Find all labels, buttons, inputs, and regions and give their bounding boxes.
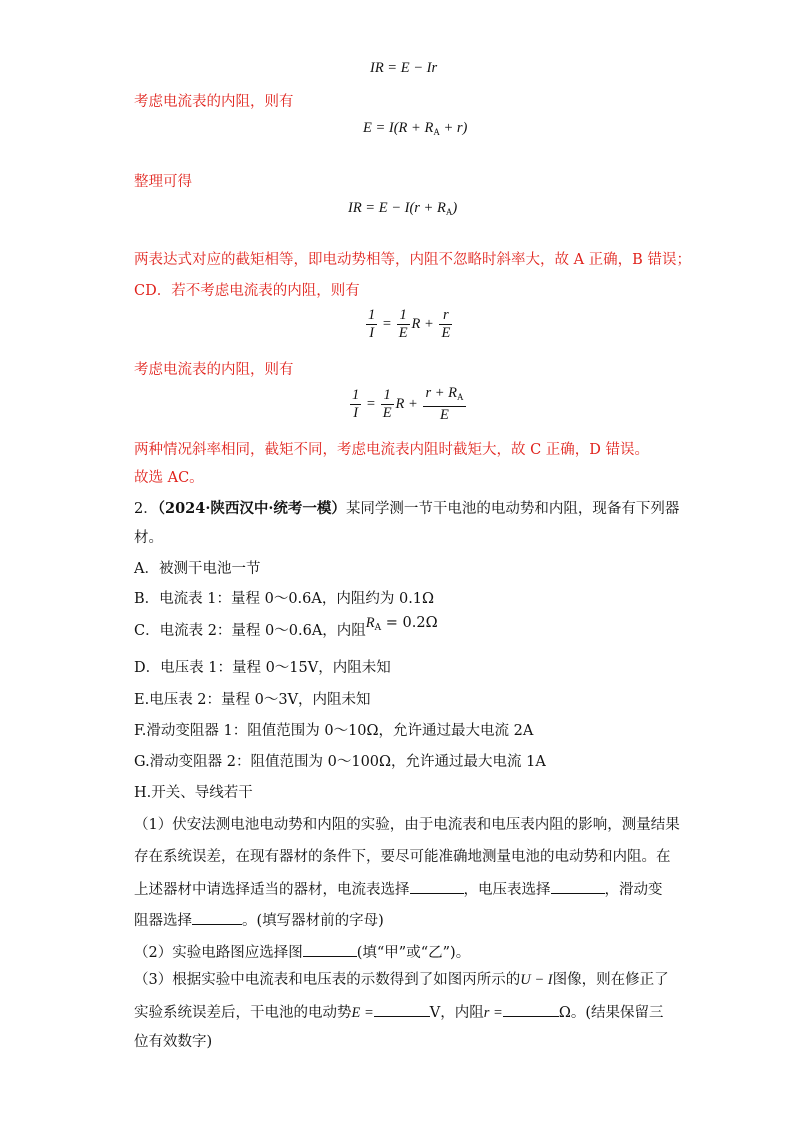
answer-blank-resistance[interactable]: [503, 1002, 559, 1017]
option-f: F.滑动变阻器 1：阻值范围为 0～10Ω，允许通过最大电流 2A: [134, 723, 534, 739]
equation-1: IR = E − Ir: [370, 60, 438, 76]
text-line: 两表达式对应的截矩相等，即电动势相等，内阻不忽略时斜率大，故 A 正确，B 错误；: [134, 252, 691, 268]
part-1-line: 阻器选择 。(填写器材前的字母): [134, 910, 384, 931]
part-1-line: 存在系统误差，在现有器材的条件下，要尽可能准确地测量电池的电动势和内阻。在: [134, 849, 671, 865]
text-line: 材。: [134, 530, 163, 546]
text-line: 考虑电流表的内阻，则有: [134, 362, 294, 378]
answer-blank-emf[interactable]: [374, 1002, 430, 1017]
option-g: G.滑动变阻器 2：阻值范围为 0～100Ω，允许通过最大电流 1A: [134, 754, 546, 770]
equation-2: $E = I(R + R_A + r)$: [363, 120, 468, 137]
equation-3: IR = $E - I(r + R_A)$: [348, 200, 458, 217]
option-h: H.开关、导线若干: [134, 785, 253, 801]
option-b: B．电流表 1：量程 0～0.6A，内阻约为 0.1Ω: [134, 591, 435, 607]
text-line: 考虑电流表的内阻，则有: [134, 94, 294, 110]
part-2-line: （2）实验电路图应选择图 (填“甲”或“乙”)。: [134, 942, 470, 963]
equation-4: $\frac{1}{I}$ = $\frac{1}{E}$ R + $\frac{r}{E}$: [368, 307, 451, 341]
part-1-line: （1）伏安法测电池电动势和内阻的实验，由于电流表和电压表内阻的影响，测量结果: [134, 817, 680, 833]
equation-5: $\frac{1}{I}$ = $\frac{1}{E}$ R + $\frac{r + R_A}{E}$: [352, 385, 464, 423]
part-3-line: 位有效数字): [134, 1034, 213, 1050]
part-1-line: 上述器材中请选择适当的器材，电流表选择 ，电压表选择 ，滑动变: [134, 879, 663, 900]
option-e: E.电压表 2：量程 0～3V，内阻未知: [134, 692, 371, 708]
answer-blank-voltmeter[interactable]: [551, 879, 605, 894]
answer-blank-circuit[interactable]: [303, 942, 357, 957]
answer-blank-ammeter[interactable]: [410, 879, 464, 894]
option-c: C．电流表 2：量程 0～0.6A，内阻$R_A = 0.2\Omega$: [134, 615, 438, 639]
text-line: 整理可得: [134, 174, 192, 190]
option-a: A．被测干电池一节: [134, 561, 261, 577]
part-3-line: 实验系统误差后，干电池的电动势E = V，内阻r = Ω。(结果保留三: [134, 1002, 664, 1023]
option-d: D．电压表 1：量程 0～15V，内阻未知: [134, 660, 391, 676]
question-2-title: 2．（2024·陕西汉中·统考一模）某同学测一节干电池的电动势和内阻，现备有下列器: [134, 500, 680, 517]
text-line: CD．若不考虑电流表的内阻，则有: [134, 283, 360, 299]
part-3-line: （3）根据实验中电流表和电压表的示数得到了如图丙所示的U − I图像，则在修正了: [134, 972, 669, 988]
text-line: 两种情况斜率相同，截矩不同，考虑电流表内阻时截矩大，故 C 正确，D 错误。: [134, 442, 650, 458]
answer-blank-rheostat[interactable]: [192, 910, 242, 925]
text-line: 故选 AC。: [134, 470, 204, 486]
